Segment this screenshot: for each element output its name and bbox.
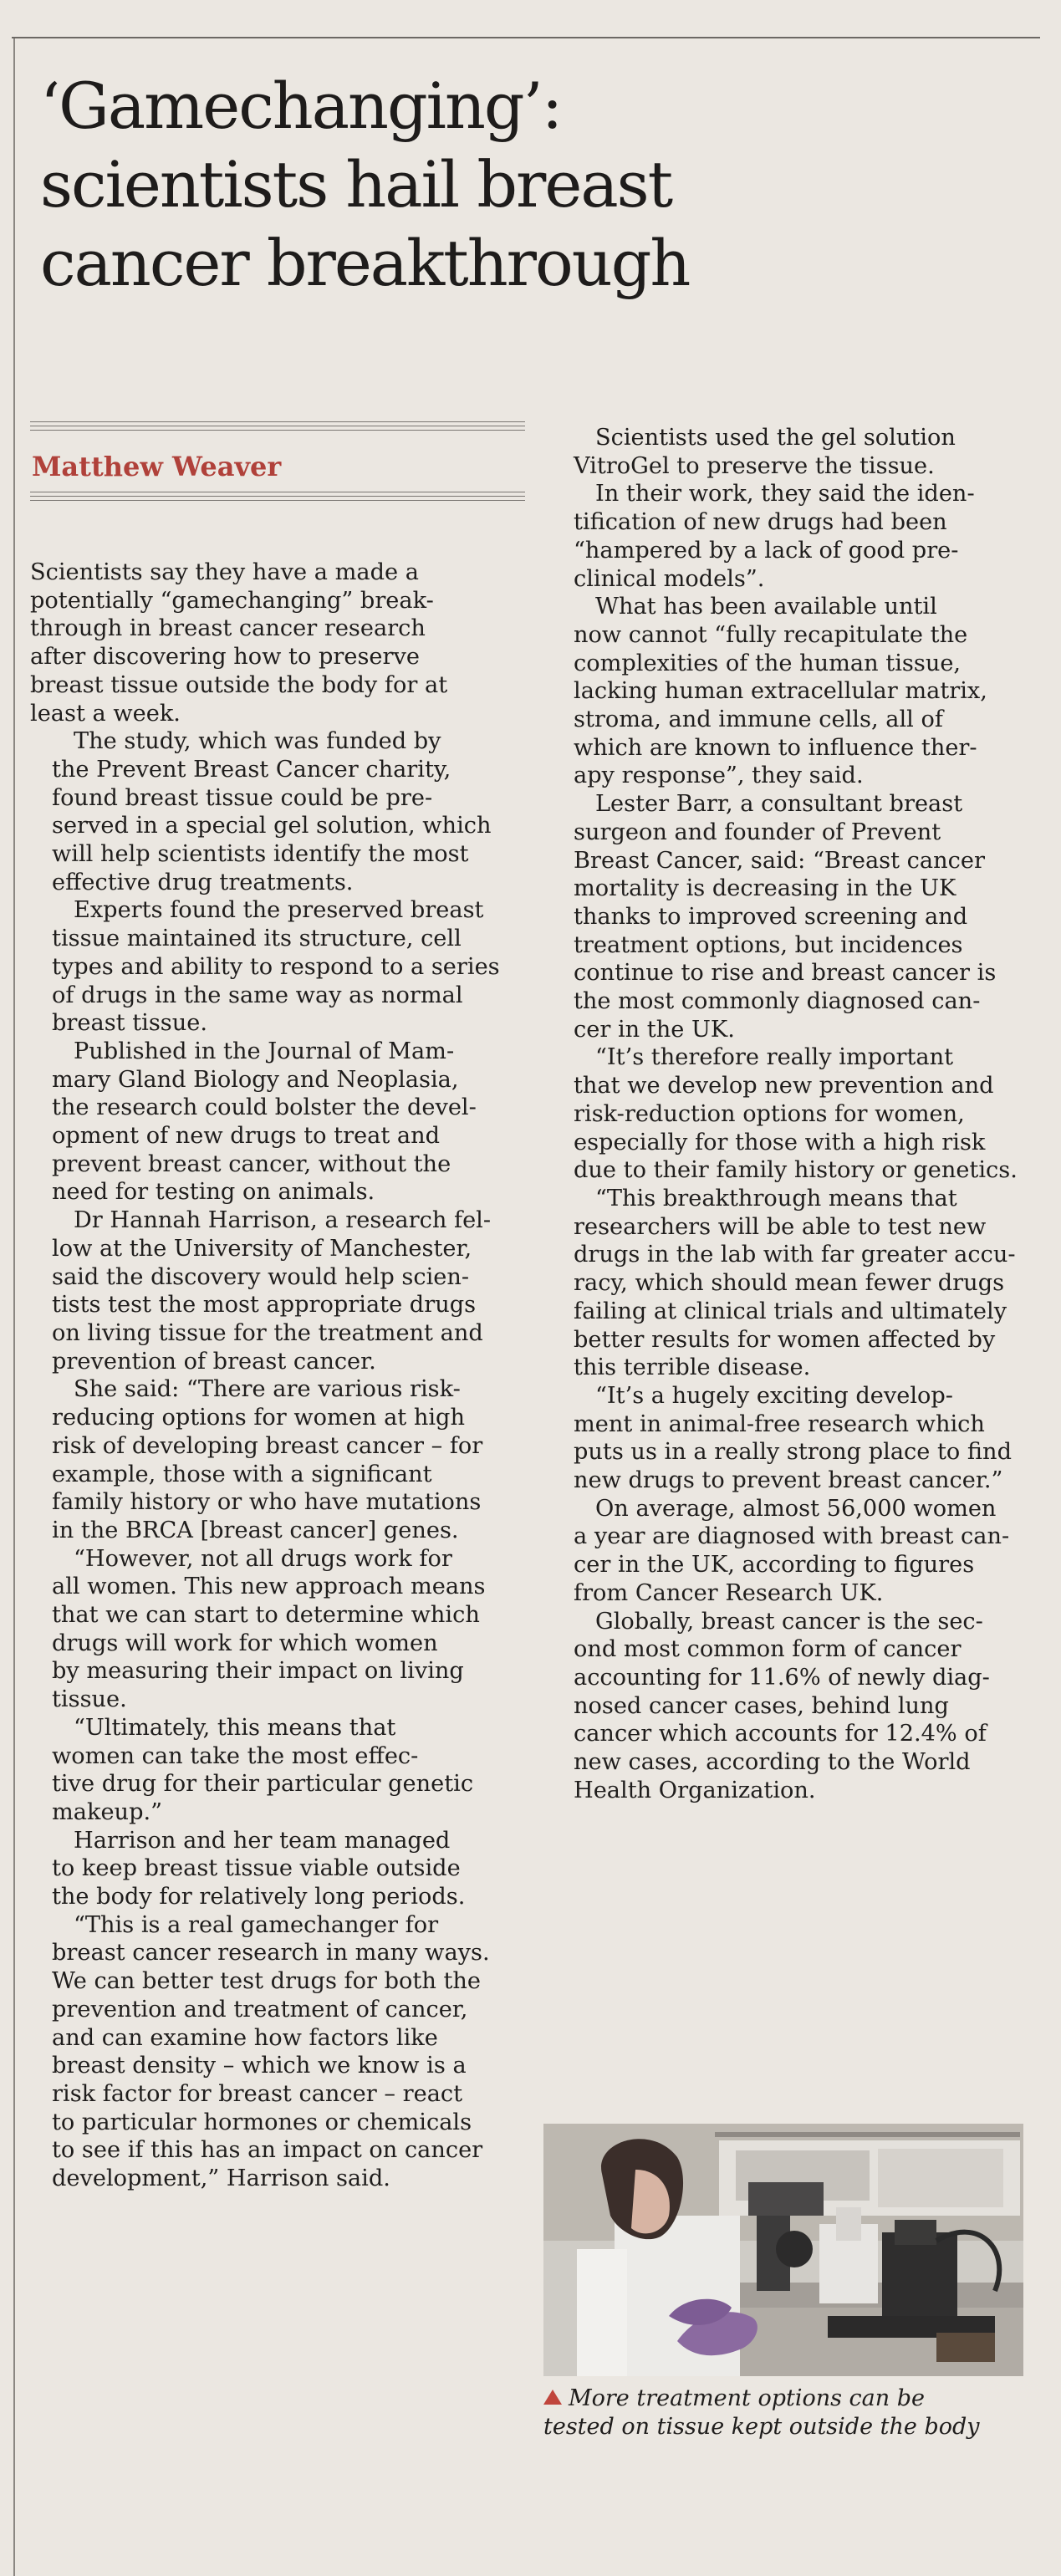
headline-line: ‘Gamechanging’: bbox=[40, 69, 562, 143]
text-line: puts us in a really strong place to find bbox=[574, 1439, 1012, 1466]
text-line: through in breast cancer research bbox=[30, 615, 426, 642]
text-line: after discovering how to preserve bbox=[30, 644, 420, 671]
text-line: “It’s therefore really important bbox=[595, 1044, 954, 1071]
article-paragraph bbox=[552, 790, 1047, 1043]
text-line: from Cancer Research UK. bbox=[574, 1579, 884, 1606]
article-paragraph bbox=[552, 1185, 1047, 1382]
text-line: “This is a real gamechanger for bbox=[74, 1911, 439, 1938]
text-line: accounting for 11.6% of newly diag- bbox=[574, 1664, 990, 1691]
text-line: failing at clinical trials and ultimately bbox=[574, 1298, 1007, 1324]
text-line: served in a special gel solution, which bbox=[52, 813, 492, 839]
article-paragraph bbox=[552, 1495, 1047, 1608]
text-line: ond most common form of cancer bbox=[574, 1636, 962, 1663]
text-line: this terrible disease. bbox=[574, 1354, 811, 1381]
article-paragraph bbox=[552, 480, 1047, 593]
text-line: by measuring their impact on living bbox=[52, 1658, 464, 1685]
text-line: The study, which was funded by bbox=[74, 728, 441, 755]
text-line: “hampered by a lack of good pre- bbox=[574, 537, 959, 564]
text-line: cancer which accounts for 12.4% of bbox=[574, 1721, 987, 1747]
lab-photo bbox=[543, 2124, 1023, 2376]
article-paragraph bbox=[552, 1043, 1047, 1185]
text-line: nosed cancer cases, behind lung bbox=[574, 1692, 949, 1719]
article-paragraph bbox=[552, 424, 1047, 480]
text-line: better results for women affected by bbox=[574, 1326, 996, 1353]
text-line: breast density – which we know is a bbox=[52, 2053, 467, 2079]
text-line: potentially “gamechanging” break- bbox=[30, 587, 434, 614]
text-line: surgeon and founder of Prevent bbox=[574, 819, 941, 845]
text-line: tissue maintained its structure, cell bbox=[52, 926, 462, 952]
text-line: said the discovery would help scien- bbox=[52, 1263, 470, 1290]
text-line: to particular hormones or chemicals bbox=[52, 2109, 472, 2135]
text-line: now cannot “fully recapitulate the bbox=[574, 621, 968, 648]
text-line: the body for relatively long periods. bbox=[52, 1884, 466, 1910]
text-line: Lester Barr, a consultant breast bbox=[595, 791, 963, 818]
text-line: makeup.” bbox=[52, 1798, 163, 1825]
text-line: Dr Hannah Harrison, a research fel- bbox=[74, 1207, 492, 1234]
byline: Matthew Weaver bbox=[32, 451, 282, 482]
text-line: prevent breast cancer, without the bbox=[52, 1150, 451, 1177]
text-line: breast tissue outside the body for at bbox=[30, 671, 448, 698]
text-line: in the BRCA [breast cancer] genes. bbox=[52, 1517, 459, 1543]
headline-line: cancer breakthrough bbox=[40, 226, 690, 300]
text-line: tification of new drugs had been bbox=[574, 509, 947, 536]
text-line: a year are diagnosed with breast can- bbox=[574, 1523, 1010, 1550]
text-line: Published in the Journal of Mam- bbox=[74, 1038, 455, 1064]
text-line: risk factor for breast cancer – react bbox=[52, 2080, 463, 2107]
text-line: tive drug for their particular genetic bbox=[52, 1771, 474, 1798]
text-line: breast cancer research in many ways. bbox=[52, 1940, 490, 1966]
text-line: Breast Cancer, said: “Breast cancer bbox=[574, 847, 985, 874]
text-line: She said: “There are various risk- bbox=[74, 1376, 461, 1403]
text-line: risk-reduction options for women, bbox=[574, 1100, 965, 1127]
text-line: racy, which should mean fewer drugs bbox=[574, 1270, 1005, 1297]
text-line: need for testing on animals. bbox=[52, 1179, 375, 1206]
headline bbox=[40, 67, 1027, 303]
byline-rule-top bbox=[30, 421, 525, 435]
text-line: stroma, and immune cells, all of bbox=[574, 706, 943, 733]
article-paragraph bbox=[30, 1206, 525, 1375]
text-line: opment of new drugs to treat and bbox=[52, 1123, 441, 1150]
text-line: least a week. bbox=[30, 700, 181, 727]
text-line: drugs will work for which women bbox=[52, 1630, 438, 1656]
text-line: complexities of the human tissue, bbox=[574, 650, 962, 676]
top-rule bbox=[12, 37, 1040, 38]
text-line: on living tissue for the treatment and bbox=[52, 1319, 483, 1346]
text-line: “Ultimately, this means that bbox=[74, 1714, 396, 1741]
text-line: prevention of breast cancer. bbox=[52, 1348, 376, 1375]
text-line: mary Gland Biology and Neoplasia, bbox=[52, 1066, 459, 1093]
text-line: women can take the most effec- bbox=[52, 1742, 419, 1769]
text-line: to see if this has an impact on cancer bbox=[52, 2137, 483, 2164]
article-paragraph bbox=[30, 1911, 525, 2193]
text-line: breast tissue. bbox=[52, 1010, 207, 1037]
text-line: prevention and treatment of cancer, bbox=[52, 1996, 468, 2023]
text-line: family history or who have mutations bbox=[52, 1489, 482, 1516]
text-line: types and ability to respond to a series bbox=[52, 953, 500, 980]
text-line: that we develop new prevention and bbox=[574, 1073, 994, 1099]
text-line: We can better test drugs for both the bbox=[52, 1968, 482, 1995]
text-line: tists test the most appropriate drugs bbox=[52, 1292, 477, 1319]
text-line: ment in animal-free research which bbox=[574, 1410, 985, 1437]
text-line: Harrison and her team managed bbox=[74, 1827, 451, 1854]
article-column-left bbox=[30, 559, 525, 2193]
red-triangle-icon bbox=[543, 2390, 562, 2405]
article-paragraph bbox=[30, 896, 525, 1038]
text-line: and can examine how factors like bbox=[52, 2024, 438, 2051]
article-paragraph bbox=[30, 1545, 525, 1714]
text-line: clinical models”. bbox=[574, 565, 765, 592]
text-line: low at the University of Manchester, bbox=[52, 1235, 472, 1262]
text-line: example, those with a significant bbox=[52, 1461, 432, 1487]
article-paragraph bbox=[30, 1827, 525, 1911]
text-line: Health Organization. bbox=[574, 1777, 816, 1803]
text-line: apy response”, they said. bbox=[574, 763, 864, 789]
text-line: the research could bolster the devel- bbox=[52, 1094, 477, 1121]
caption-line bbox=[543, 2385, 1037, 2413]
text-line: effective drug treatments. bbox=[52, 869, 354, 895]
text-line: What has been available until bbox=[595, 594, 937, 620]
caption-text: More treatment options can be bbox=[569, 2385, 926, 2411]
text-line: of drugs in the same way as normal bbox=[52, 982, 463, 1008]
caption-line: tested on tissue kept outside the body bbox=[543, 2414, 980, 2440]
text-line: especially for those with a high risk bbox=[574, 1129, 986, 1155]
text-line: “However, not all drugs work for bbox=[74, 1545, 452, 1572]
article-paragraph bbox=[30, 1038, 525, 1206]
article-paragraph bbox=[30, 559, 525, 727]
text-line: thanks to improved screening and bbox=[574, 903, 968, 930]
text-line: lacking human extracellular matrix, bbox=[574, 678, 987, 705]
text-line: will help scientists identify the most bbox=[52, 841, 469, 868]
text-line: which are known to influence ther- bbox=[574, 734, 977, 761]
text-line: VitroGel to preserve the tissue. bbox=[574, 452, 935, 479]
article-paragraph bbox=[30, 1375, 525, 1544]
text-line: reducing options for women at high bbox=[52, 1405, 465, 1431]
text-line: In their work, they said the iden- bbox=[595, 481, 975, 508]
text-line: researchers will be able to test new bbox=[574, 1213, 987, 1240]
text-line: all women. This new approach means bbox=[52, 1574, 486, 1600]
text-line: that we can start to determine which bbox=[52, 1602, 480, 1629]
text-line: Scientists used the gel solution bbox=[595, 425, 956, 451]
article-paragraph bbox=[552, 593, 1047, 790]
article-paragraph bbox=[30, 727, 525, 896]
article-paragraph bbox=[30, 1714, 525, 1827]
text-line: Experts found the preserved breast bbox=[74, 897, 484, 924]
text-line: risk of developing breast cancer – for bbox=[52, 1432, 483, 1459]
text-line: the most commonly diagnosed can- bbox=[574, 988, 981, 1015]
text-line: mortality is decreasing in the UK bbox=[574, 875, 956, 902]
text-line: cer in the UK. bbox=[574, 1016, 735, 1043]
text-line: “This breakthrough means that bbox=[595, 1185, 957, 1211]
text-line: Scientists say they have a made a bbox=[30, 559, 419, 585]
text-line: Globally, breast cancer is the sec- bbox=[595, 1608, 983, 1635]
headline-line: scientists hail breast bbox=[40, 147, 672, 222]
byline-rule-bottom bbox=[30, 492, 525, 505]
article-paragraph bbox=[552, 1382, 1047, 1495]
text-line: drugs in the lab with far greater accu- bbox=[574, 1242, 1016, 1268]
text-line: On average, almost 56,000 women bbox=[595, 1495, 997, 1522]
photo-caption bbox=[543, 2385, 1037, 2441]
text-line: the Prevent Breast Cancer charity, bbox=[52, 756, 451, 783]
text-line: tissue. bbox=[52, 1686, 127, 1713]
text-line: due to their family history or genetics. bbox=[574, 1157, 1018, 1184]
left-column-rule bbox=[13, 38, 15, 2576]
article-paragraph bbox=[552, 1608, 1047, 1805]
text-line: new cases, according to the World bbox=[574, 1749, 971, 1776]
text-line: “It’s a hugely exciting develop- bbox=[595, 1382, 953, 1409]
text-line: treatment options, but incidences bbox=[574, 931, 963, 958]
text-line: new drugs to prevent breast cancer.” bbox=[574, 1467, 1003, 1494]
text-line: to keep breast tissue viable outside bbox=[52, 1855, 461, 1882]
article-column-right bbox=[552, 424, 1047, 1804]
text-line: continue to rise and breast cancer is bbox=[574, 960, 997, 987]
text-line: found breast tissue could be pre- bbox=[52, 784, 433, 811]
text-line: cer in the UK, according to figures bbox=[574, 1552, 975, 1579]
text-line: development,” Harrison said. bbox=[52, 2165, 390, 2192]
